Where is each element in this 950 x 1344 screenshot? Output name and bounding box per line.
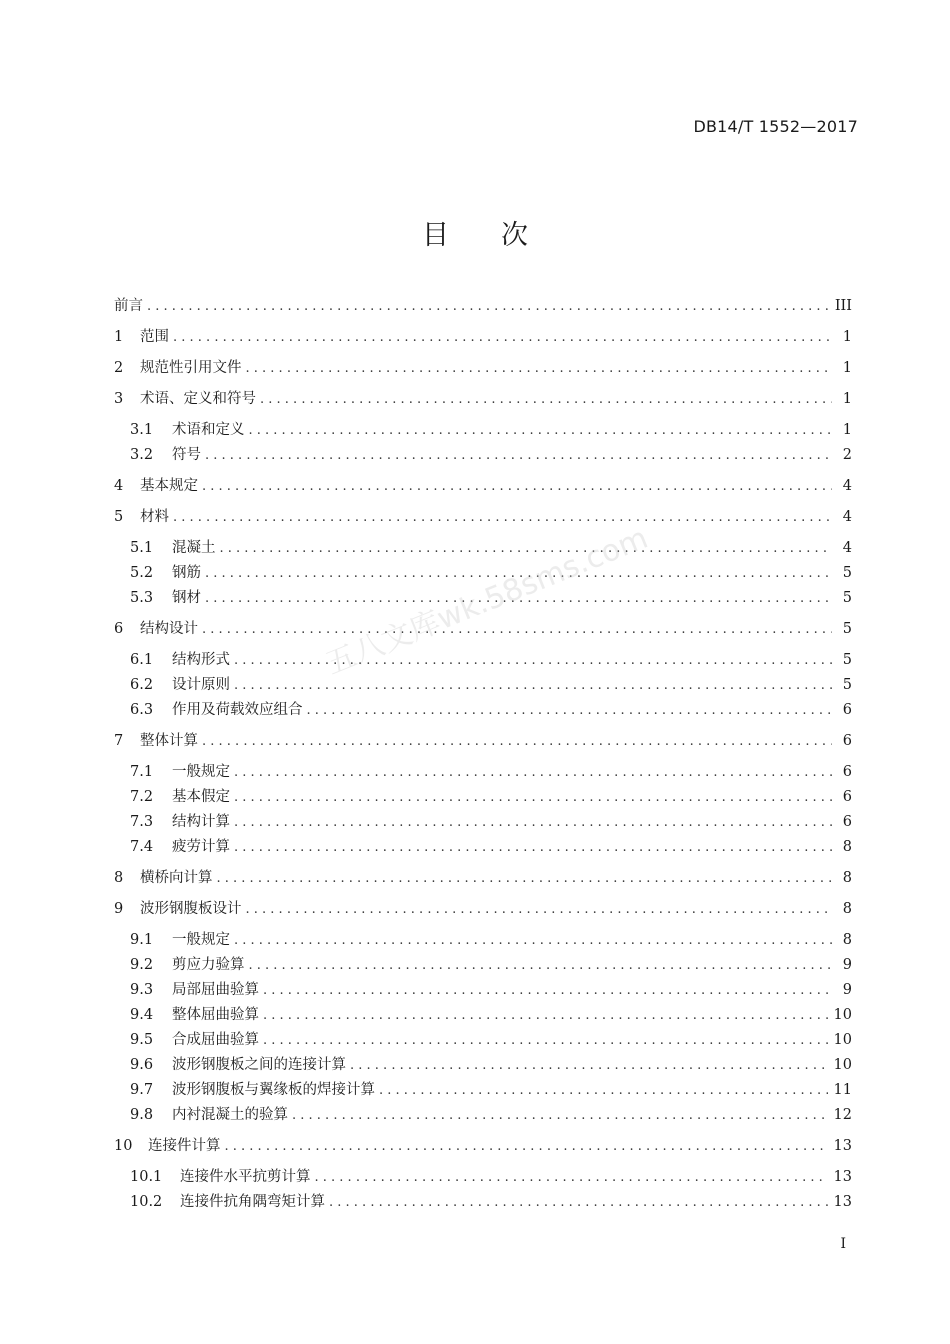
- toc-entry-number: 3: [114, 391, 124, 407]
- toc-entry-page: 5: [842, 565, 852, 581]
- toc-entry-number: 7.4: [130, 839, 154, 855]
- toc-entry[interactable]: [114, 648, 852, 670]
- toc-entry-page: 13: [833, 1169, 852, 1185]
- toc-entry-number: 3.2: [130, 447, 154, 463]
- toc-entry-number: 9.1: [130, 932, 154, 948]
- toc-leader-dots: [205, 448, 832, 463]
- toc-entry-label: 结构设计: [140, 621, 198, 637]
- toc-leader-dots: [225, 1139, 828, 1154]
- toc-entry-label: 基本假定: [172, 789, 230, 805]
- toc-entry-page: 8: [842, 901, 852, 917]
- toc-entry-label: 疲劳计算: [172, 839, 230, 855]
- toc-leader-dots: [263, 1033, 828, 1048]
- toc-entry-page: 5: [842, 590, 852, 606]
- toc-leader-dots: [249, 958, 833, 973]
- toc-entry-label: 符号: [172, 447, 201, 463]
- toc-entry-label: 设计原则: [172, 677, 230, 693]
- toc-entry[interactable]: [114, 1134, 852, 1156]
- toc-entry-page: 10: [833, 1057, 852, 1073]
- toc-leader-dots: [202, 734, 832, 749]
- toc-entry-number: 9.7: [130, 1082, 154, 1098]
- toc-entry[interactable]: [114, 698, 852, 720]
- toc-entry[interactable]: [114, 928, 852, 950]
- toc-entry-number: 9.5: [130, 1032, 154, 1048]
- toc-entry[interactable]: [114, 729, 852, 751]
- toc-entry-page: 2: [842, 447, 852, 463]
- toc-entry-number: 7.2: [130, 789, 154, 805]
- toc-leader-dots: [260, 392, 832, 407]
- toc-entry-number: 9.2: [130, 957, 154, 973]
- toc-entry-label: 连接件抗角隅弯矩计算: [180, 1194, 325, 1210]
- toc-entry-label: 前言: [114, 298, 143, 314]
- toc-entry-page: 8: [842, 839, 852, 855]
- toc-entry-page: 5: [842, 677, 852, 693]
- toc-entry-label: 基本规定: [140, 478, 198, 494]
- toc-entry[interactable]: [114, 897, 852, 919]
- toc-entry-page: 4: [842, 509, 852, 525]
- page-title: [0, 213, 950, 252]
- toc-leader-dots: [234, 678, 832, 693]
- toc-leader-dots: [292, 1108, 828, 1123]
- toc-entry-number: 9.6: [130, 1057, 154, 1073]
- toc-leader-dots: [234, 790, 832, 805]
- toc-entry-page: III: [834, 298, 852, 314]
- document-code: DB14/T 1552—2017: [693, 117, 858, 136]
- toc-entry[interactable]: [114, 1190, 852, 1212]
- toc-entry[interactable]: [114, 356, 852, 378]
- toc-entry-page: 8: [842, 870, 852, 886]
- toc-entry-page: 6: [842, 702, 852, 718]
- toc-entry-label: 术语和定义: [172, 422, 245, 438]
- toc-entry[interactable]: [114, 760, 852, 782]
- toc-entry-page: 6: [842, 814, 852, 830]
- toc-entry-label: 波形钢腹板设计: [140, 901, 242, 917]
- toc-entry-number: 5.2: [130, 565, 154, 581]
- toc-entry[interactable]: [114, 978, 852, 1000]
- toc-entry-number: 6.3: [130, 702, 154, 718]
- toc-leader-dots: [350, 1058, 828, 1073]
- toc-entry-label: 合成屈曲验算: [172, 1032, 259, 1048]
- toc-leader-dots: [379, 1083, 828, 1098]
- toc-entry-page: 9: [842, 982, 852, 998]
- watermark: 五八文库wk.58sms.com: [320, 520, 653, 682]
- toc-entry-label: 一般规定: [172, 932, 230, 948]
- toc-entry-number: 5.1: [130, 540, 154, 556]
- toc-entry-page: 9: [842, 957, 852, 973]
- toc-entry[interactable]: [114, 785, 852, 807]
- toc-entry-number: 5: [114, 509, 124, 525]
- toc-entry-number: 7.1: [130, 764, 154, 780]
- toc-entry[interactable]: [114, 1078, 852, 1100]
- toc-entry[interactable]: [114, 1028, 852, 1050]
- toc-entry-label: 整体屈曲验算: [172, 1007, 259, 1023]
- toc-leader-dots: [246, 361, 833, 376]
- toc-entry[interactable]: [114, 810, 852, 832]
- toc-entry-number: 10.2: [130, 1194, 163, 1210]
- toc-entry-page: 5: [842, 621, 852, 637]
- toc-entry-label: 结构形式: [172, 652, 230, 668]
- toc-entry-label: 结构计算: [172, 814, 230, 830]
- toc-entry-label: 横桥向计算: [140, 870, 213, 886]
- toc-leader-dots: [234, 765, 832, 780]
- toc-entry-page: 5: [842, 652, 852, 668]
- toc-entry-page: 13: [833, 1194, 852, 1210]
- toc-entry-number: 10: [114, 1138, 133, 1154]
- title-char-2: 次: [501, 220, 528, 251]
- toc-entry-label: 钢筋: [172, 565, 201, 581]
- toc-entry-number: 7: [114, 733, 124, 749]
- toc-entry-number: 6: [114, 621, 124, 637]
- toc-entry-page: 1: [842, 360, 852, 376]
- toc-entry[interactable]: [114, 536, 852, 558]
- toc-entry-label: 整体计算: [140, 733, 198, 749]
- toc-leader-dots: [234, 840, 832, 855]
- toc-entry[interactable]: [114, 474, 852, 496]
- toc-entry-label: 剪应力验算: [172, 957, 245, 973]
- toc-entry-page: 10: [833, 1007, 852, 1023]
- toc-entry-label: 钢材: [172, 590, 201, 606]
- toc-entry[interactable]: [114, 505, 852, 527]
- toc-entry-number: 9.4: [130, 1007, 154, 1023]
- toc-entry-page: 12: [833, 1107, 852, 1123]
- toc-leader-dots: [263, 983, 832, 998]
- toc-entry[interactable]: [114, 1053, 852, 1075]
- toc-entry-page: 11: [833, 1082, 852, 1098]
- toc-entry-page: 10: [833, 1032, 852, 1048]
- toc-entry-number: 9: [114, 901, 124, 917]
- toc-entry-number: 4: [114, 478, 124, 494]
- toc-leader-dots: [307, 703, 833, 718]
- toc-entry-label: 作用及荷载效应组合: [172, 702, 303, 718]
- toc-leader-dots: [202, 622, 832, 637]
- toc-entry-number: 8: [114, 870, 124, 886]
- toc-leader-dots: [147, 299, 829, 314]
- toc-entry-page: 6: [842, 789, 852, 805]
- toc-leader-dots: [234, 933, 832, 948]
- toc-entry-label: 内衬混凝土的验算: [172, 1107, 288, 1123]
- toc-entry-label: 波形钢腹板与翼缘板的焊接计算: [172, 1082, 375, 1098]
- toc-entry[interactable]: [114, 387, 852, 409]
- toc-entry[interactable]: [114, 673, 852, 695]
- toc-entry-number: 10.1: [130, 1169, 163, 1185]
- toc-entry[interactable]: [114, 418, 852, 440]
- toc-entry-page: 1: [842, 391, 852, 407]
- toc-leader-dots: [249, 423, 833, 438]
- toc-entry-number: 7.3: [130, 814, 154, 830]
- toc-entry-page: 6: [842, 764, 852, 780]
- toc-entry[interactable]: [114, 325, 852, 347]
- toc-leader-dots: [220, 541, 833, 556]
- toc-entry-number: 2: [114, 360, 124, 376]
- toc-leader-dots: [263, 1008, 828, 1023]
- page-number: I: [840, 1236, 846, 1252]
- toc-leader-dots: [234, 815, 832, 830]
- title-char-1: 目: [422, 220, 449, 251]
- toc-entry-number: 9.8: [130, 1107, 154, 1123]
- toc-entry-label: 局部屈曲验算: [172, 982, 259, 998]
- toc-leader-dots: [202, 479, 832, 494]
- toc-leader-dots: [329, 1195, 828, 1210]
- toc-entry-number: 5.3: [130, 590, 154, 606]
- toc-entry-label: 范围: [140, 329, 169, 345]
- toc-entry-label: 一般规定: [172, 764, 230, 780]
- toc-entry[interactable]: [114, 443, 852, 465]
- toc-entry-label: 术语、定义和符号: [140, 391, 256, 407]
- toc-entry-number: 1: [114, 329, 124, 345]
- toc-entry-number: 3.1: [130, 422, 154, 438]
- toc-entry-label: 波形钢腹板之间的连接计算: [172, 1057, 346, 1073]
- toc-entry-label: 混凝土: [172, 540, 216, 556]
- toc-entry[interactable]: [114, 953, 852, 975]
- toc-entry[interactable]: [114, 866, 852, 888]
- toc-entry-label: 规范性引用文件: [140, 360, 242, 376]
- toc-entry-page: 1: [842, 422, 852, 438]
- toc-entry-page: 8: [842, 932, 852, 948]
- toc-entry-page: 4: [842, 478, 852, 494]
- toc-entry-page: 4: [842, 540, 852, 556]
- toc-leader-dots: [217, 871, 833, 886]
- toc-entry-label: 连接件计算: [148, 1138, 221, 1154]
- toc-leader-dots: [246, 902, 833, 917]
- toc-leader-dots: [315, 1170, 828, 1185]
- toc-entry-label: 材料: [140, 509, 169, 525]
- toc-leader-dots: [173, 330, 832, 345]
- toc-entry[interactable]: [114, 1103, 852, 1125]
- toc-entry-number: 6.2: [130, 677, 154, 693]
- toc-entry-label: 连接件水平抗剪计算: [180, 1169, 311, 1185]
- toc-entry[interactable]: [114, 294, 852, 316]
- toc-entry[interactable]: [114, 1003, 852, 1025]
- toc-entry-page: 13: [833, 1138, 852, 1154]
- toc-entry-number: 6.1: [130, 652, 154, 668]
- toc-entry[interactable]: [114, 835, 852, 857]
- toc-entry-page: 6: [842, 733, 852, 749]
- toc-entry[interactable]: [114, 1165, 852, 1187]
- toc-entry-number: 9.3: [130, 982, 154, 998]
- toc-entry-page: 1: [842, 329, 852, 345]
- toc-leader-dots: [173, 510, 832, 525]
